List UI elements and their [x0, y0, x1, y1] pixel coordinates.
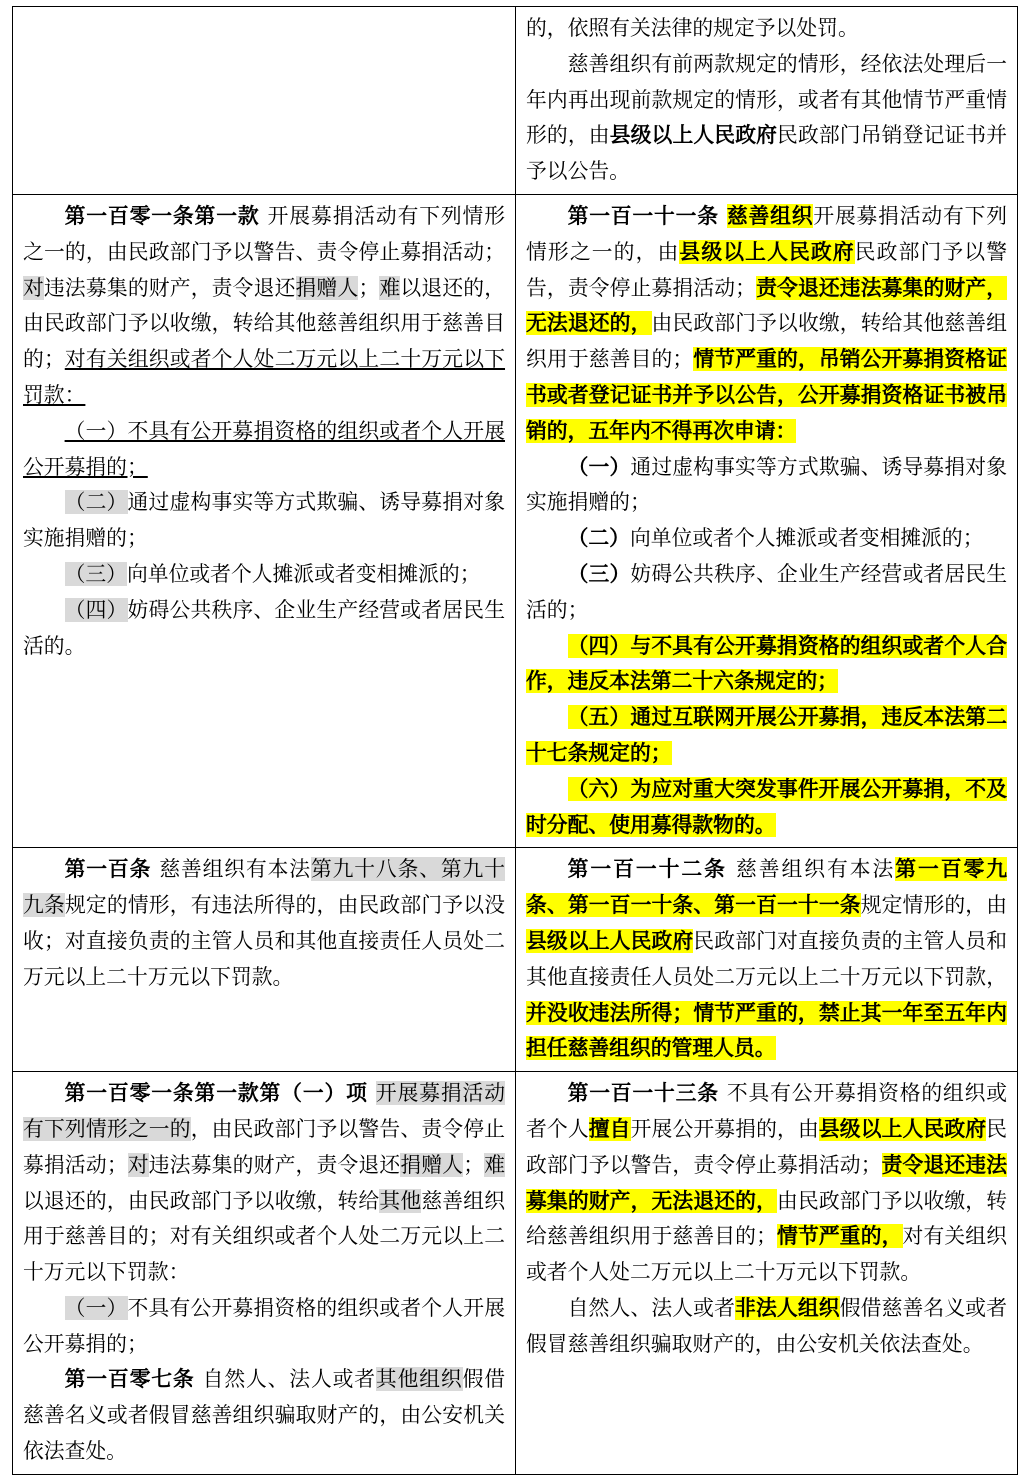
- article-heading: 第一百一十二条: [567, 857, 736, 882]
- added-text-highlight: 并没收违法所得；情节严重的，禁止其一年至五年内担任慈善组织的管理人员。: [526, 1000, 1007, 1061]
- article-heading: 第一百零一条第一款第（一）项: [64, 1081, 376, 1106]
- revised-provision-cell: [516, 1072, 1018, 1475]
- text-run: 妨碍公共秩序、企业生产经营或者居民生活的；: [526, 561, 1008, 622]
- added-text-highlight: 擅自: [588, 1116, 631, 1141]
- revised-provision-cell: [516, 194, 1018, 847]
- provision-paragraph: [526, 852, 1007, 1067]
- comparison-table-body: [13, 7, 1018, 1475]
- text-run: 慈善组织有本法: [736, 857, 896, 882]
- text-run: 不具有公开募捐资格的组织或者个人开展公开募捐的；: [23, 1295, 506, 1356]
- underlined-text: （一）不具有公开募捐资格的组织或者个人开展公开募捐的；: [23, 418, 505, 479]
- text-run: 违法募集的财产，责令退还: [148, 1152, 401, 1177]
- article-heading: 第一百条: [64, 857, 160, 882]
- provision-paragraph: [23, 1291, 505, 1363]
- changed-text-highlight: 捐赠人: [400, 1152, 464, 1177]
- provision-paragraph: [23, 1076, 505, 1291]
- added-text-highlight: （五）通过互联网开展公开募捐，违反本法第二十七条规定的；: [526, 705, 1007, 765]
- text-run: 对有关组织或者个人处二万元以上二十万元以下罚款。: [526, 1224, 1008, 1285]
- text-run: 自然人、法人或者: [567, 1295, 736, 1320]
- text-run: 慈善组织用于慈善目的；对有关组织或者个人处二万元以上二十万元以下罚款：: [23, 1188, 506, 1285]
- article-heading: 第一百一十一条: [567, 203, 727, 228]
- added-text-highlight: 慈善组织: [726, 203, 814, 228]
- added-text-highlight: （六）为应对重大突发事件开展公开募捐，不及时分配、使用募得款物的。: [526, 776, 1007, 837]
- added-text-highlight: 县级以上人民政府: [679, 239, 855, 264]
- provision-paragraph: [526, 47, 1007, 190]
- added-text-highlight: 第一百零九条、第一百一十条、第一百一十一条: [526, 857, 1007, 918]
- item-number: 县级以上人民政府: [609, 123, 778, 148]
- changed-text-highlight: （三）: [64, 561, 127, 586]
- text-run: 开展公开募捐的，由: [630, 1116, 819, 1141]
- provision-paragraph: [23, 199, 505, 414]
- text-run: 不具有公开募捐资格的组织或者个人: [526, 1081, 1007, 1141]
- added-text-highlight: 县级以上人民政府: [526, 928, 694, 953]
- added-text-highlight: 责令退还违法募集的财产，无法退还的，: [526, 1152, 1008, 1213]
- provision-paragraph: [526, 629, 1007, 701]
- added-text-highlight: 情节严重的，: [776, 1224, 903, 1249]
- text-run: 假借慈善名义或者假冒慈善组织骗取财产的，由公安机关依法查处。: [23, 1367, 506, 1464]
- provision-paragraph: [526, 199, 1007, 450]
- changed-text-highlight: 开展募捐活动有下列情形之一的: [23, 1081, 505, 1141]
- text-run: 违法募集的财产，责令退还: [43, 275, 296, 300]
- text-run: ，由民政部门予以警告、责令停止募捐活动；: [23, 1116, 506, 1177]
- changed-text-highlight: 其他: [379, 1188, 422, 1213]
- text-run: 的，依照有关法律的规定予以处罚。: [526, 16, 859, 40]
- item-number: （一）: [567, 454, 631, 479]
- article-heading: 第一百零一条第一款: [64, 203, 268, 228]
- text-run: 民政部门予以警告，责令停止募捐活动；: [526, 239, 1008, 300]
- text-run: 自然人、法人或者: [202, 1367, 376, 1392]
- comparison-row: [13, 194, 1018, 847]
- provision-paragraph: [526, 772, 1007, 844]
- text-run: ；: [463, 1152, 485, 1177]
- changed-text-highlight: 难: [379, 275, 401, 300]
- changed-text-highlight: 第九十八条、第九十九条: [23, 857, 505, 918]
- item-number: （三）: [567, 561, 631, 586]
- text-run: 通过虚构事实等方式欺骗、诱导募捐对象实施捐赠的；: [23, 490, 506, 551]
- text-run: ；: [358, 275, 380, 300]
- provision-paragraph: [526, 557, 1007, 629]
- provision-paragraph: [526, 700, 1007, 772]
- article-heading: 第一百一十三条: [567, 1081, 727, 1106]
- changed-text-highlight: 捐赠人: [295, 275, 359, 300]
- law-comparison-table: [12, 6, 1018, 1475]
- comparison-row: [13, 1072, 1018, 1475]
- old-provision-cell: [13, 1072, 516, 1475]
- old-provision-cell: [13, 194, 516, 847]
- provision-paragraph: [526, 11, 1007, 47]
- item-number: （二）: [567, 526, 630, 551]
- changed-text-highlight: （一）: [64, 1295, 128, 1320]
- text-run: 民政部门对直接负责的主管人员和其他直接责任人员处二万元以上二十万元以下罚款，: [526, 928, 1008, 989]
- changed-text-highlight: 对: [127, 1152, 149, 1177]
- text-run: 规定情形的，由: [860, 893, 1008, 918]
- provision-paragraph: [526, 1291, 1007, 1363]
- text-run: 由民政部门予以收缴，转给其他慈善组织用于慈善目的；: [526, 311, 1008, 372]
- text-run: 民政部门予以警告，责令停止募捐活动；: [526, 1116, 1008, 1177]
- provision-paragraph: [526, 450, 1007, 522]
- provision-paragraph: [23, 557, 505, 593]
- comparison-row: [13, 7, 1018, 195]
- text-run: 规定的情形，有违法所得的，由民政部门予以没收；对直接负责的主管人员和其他直接责任人员处二万元以上二十万元以下罚款。: [23, 893, 506, 989]
- text-run: 民政部门吊销登记证书并予以公告。: [526, 123, 1008, 184]
- article-heading: 第一百零七条: [64, 1367, 203, 1392]
- text-run: 以退还的，由民政部门予以收缴，转给: [23, 1188, 380, 1213]
- added-text-highlight: 责令退还违法募集的财产，无法退还的，: [526, 275, 1008, 336]
- underlined-text: 对有关组织或者个人处二万元以上二十万元以下罚款：: [23, 347, 506, 407]
- changed-text-highlight: 难: [484, 1152, 506, 1177]
- text-run: 以退还的，由民政部门予以收缴，转给其他慈善组织用于慈善目的；: [23, 275, 506, 372]
- text-run: 慈善组织有前两款规定的情形，经依法处理后一年内再出现前款规定的情形，或者有其他情节严重情形的，由: [526, 51, 1007, 148]
- text-run: 假借慈善名义或者假冒慈善组织骗取财产的，由公安机关依法查处。: [526, 1295, 1008, 1356]
- changed-text-highlight: 其他组织: [375, 1367, 463, 1392]
- changed-text-highlight: 对: [23, 275, 44, 300]
- provision-paragraph: [526, 521, 1007, 557]
- added-text-highlight: 非法人组织: [735, 1295, 840, 1320]
- changed-text-highlight: （二）: [64, 490, 128, 515]
- text-run: 妨碍公共秩序、企业生产经营或者居民生活的。: [23, 597, 506, 658]
- provision-paragraph: [23, 852, 505, 995]
- provision-paragraph: [23, 485, 505, 557]
- text-run: 向单位或者个人摊派或者变相摊派的；: [126, 561, 481, 586]
- added-text-highlight: （四）与不具有公开募捐资格的组织或者个人合作，违反本法第二十六条规定的；: [526, 633, 1007, 694]
- text-run: 向单位或者个人摊派或者变相摊派的；: [629, 526, 984, 551]
- text-run: 慈善组织有本法: [159, 857, 311, 882]
- added-text-highlight: 县级以上人民政府: [818, 1116, 987, 1141]
- added-text-highlight: 情节严重的，吊销公开募捐资格证书或者登记证书并予以公告，公开募捐资格证书被吊销的，五年内不得再次申请：: [526, 347, 1008, 443]
- revised-provision-cell: [516, 7, 1018, 195]
- provision-paragraph: [23, 414, 505, 486]
- text-run: 开展募捐活动有下列情形之一的，由民政部门予以警告、责令停止募捐活动；: [23, 203, 505, 264]
- text-run: 通过虚构事实等方式欺骗、诱导募捐对象实施捐赠的；: [526, 454, 1008, 515]
- provision-paragraph: [526, 1076, 1007, 1291]
- old-provision-cell: [13, 7, 516, 195]
- changed-text-highlight: （四）: [64, 597, 128, 622]
- text-run: 由民政部门予以收缴，转给慈善组织用于慈善目的；: [526, 1188, 1008, 1249]
- old-provision-cell: [13, 848, 516, 1072]
- provision-paragraph: [23, 1362, 505, 1469]
- revised-provision-cell: [516, 848, 1018, 1072]
- provision-paragraph: [23, 593, 505, 665]
- comparison-row: [13, 848, 1018, 1072]
- text-run: 开展募捐活动有下列情形之一的，由: [526, 203, 1008, 264]
